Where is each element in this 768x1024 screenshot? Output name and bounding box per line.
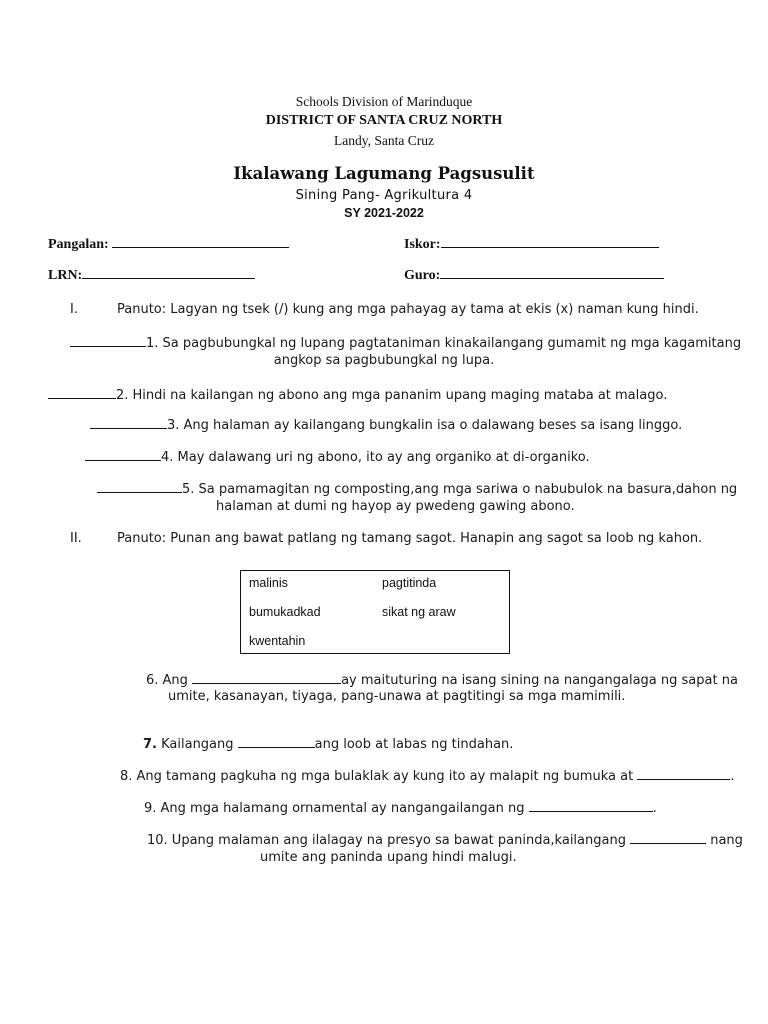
score-field[interactable]	[404, 237, 659, 253]
answer-blank[interactable]	[238, 735, 315, 748]
list-item	[48, 386, 667, 403]
item-text: 2. Hindi na kailangan ng abono ang mga pananim upang maging mataba at malago.	[116, 388, 668, 403]
part1-instruction: Panuto: Lagyan ng tsek (/) kung ang mga pahayag ay tama at ekis (x) naman kung hindi.	[117, 302, 699, 317]
word-option: sikat ng araw	[382, 605, 456, 619]
lrn-line[interactable]	[82, 277, 255, 279]
item-number: 7.	[143, 737, 157, 752]
answer-blank[interactable]	[70, 334, 146, 347]
list-item	[90, 416, 682, 433]
item-text: 3. Ang halaman ay kailangang bungkalin isa o dalawang beses sa isang linggo.	[167, 418, 683, 433]
list-item	[146, 671, 738, 688]
item-text: 4. May dalawang uri ng abono, ito ay ang organiko at di-organiko.	[161, 450, 590, 465]
part2-numeral: II.	[70, 531, 82, 546]
answer-blank[interactable]	[630, 831, 706, 844]
answer-blank[interactable]	[529, 799, 653, 812]
word-option: malinis	[249, 576, 288, 590]
teacher-field[interactable]	[404, 268, 664, 284]
word-option: kwentahin	[249, 634, 306, 648]
part2-instruction: Panuto: Punan ang bawat patlang ng tamang sagot. Hanapin ang sagot sa loob ng kahon.	[117, 531, 703, 546]
item-continuation: umite ang paninda upang hindi malugi.	[260, 850, 517, 865]
item-text: nang	[706, 833, 743, 848]
answer-blank[interactable]	[192, 671, 341, 684]
lrn-field[interactable]	[48, 268, 255, 284]
word-option: pagtitinda	[382, 576, 437, 590]
score-label: Iskor:	[404, 237, 441, 252]
district-name: DISTRICT OF SANTA CRUZ NORTH	[265, 113, 503, 128]
exam-title: Ikalawang Lagumang Pagsusulit	[233, 164, 535, 183]
teacher-label: Guro:	[404, 268, 441, 283]
item-text: 9. Ang mga halamang ornamental ay nangangailangan ng	[144, 801, 529, 816]
school-year: SY 2021-2022	[344, 206, 424, 220]
list-item	[143, 735, 513, 752]
list-item	[97, 480, 737, 497]
word-option: bumukadkad	[249, 605, 321, 619]
name-label: Pangalan:	[48, 237, 109, 252]
item-text: 8. Ang tamang pagkuha ng mga bulaklak ay kung ito ay malapit ng bumuka at	[120, 769, 638, 784]
lrn-label: LRN:	[48, 268, 83, 283]
location: Landy, Santa Cruz	[334, 133, 434, 148]
answer-blank[interactable]	[97, 480, 182, 493]
item-text: 10. Upang malaman ang ilalagay na presyo sa bawat paninda,kailangang	[147, 833, 631, 848]
list-item	[70, 334, 741, 351]
item-text: .	[730, 769, 735, 784]
name-line[interactable]	[112, 246, 289, 248]
division-name: Schools Division of Marinduque	[295, 94, 473, 109]
part1-numeral: I.	[70, 302, 78, 317]
list-item	[120, 767, 734, 784]
list-item	[85, 448, 590, 465]
item-continuation: angkop sa pagbubungkal ng lupa.	[273, 353, 495, 368]
teacher-line[interactable]	[440, 277, 664, 279]
name-field[interactable]	[48, 237, 289, 253]
item-text: 1. Sa pagbubungkal ng lupang pagtataniman kinakailangang gumamit ng mga kagamitang	[146, 336, 742, 351]
answer-blank[interactable]	[48, 386, 116, 399]
list-item	[147, 831, 743, 848]
item-text: ang loob at labas ng tindahan.	[314, 737, 514, 752]
item-continuation: halaman at dumi ng hayop ay pwedeng gawing abono.	[216, 499, 575, 514]
item-text: 6. Ang	[146, 673, 193, 688]
word-box	[240, 570, 510, 654]
answer-blank[interactable]	[637, 767, 730, 780]
answer-blank[interactable]	[90, 416, 167, 429]
subject: Sining Pang- Agrikultura 4	[295, 188, 473, 203]
item-text: 5. Sa pamamagitan ng composting,ang mga sariwa o nabubulok na basura,dahon ng	[182, 482, 738, 497]
item-continuation: umite, kasanayan, tiyaga, pang-unawa at pagtitingi sa mga mamimili.	[168, 689, 626, 704]
list-item	[144, 799, 657, 816]
item-text: Kailangang	[156, 737, 238, 752]
answer-blank[interactable]	[85, 448, 161, 461]
item-text: ay maituturing na isang sining na nangangalaga ng sapat na	[341, 673, 738, 688]
score-line[interactable]	[441, 246, 659, 248]
item-text: .	[652, 801, 657, 816]
